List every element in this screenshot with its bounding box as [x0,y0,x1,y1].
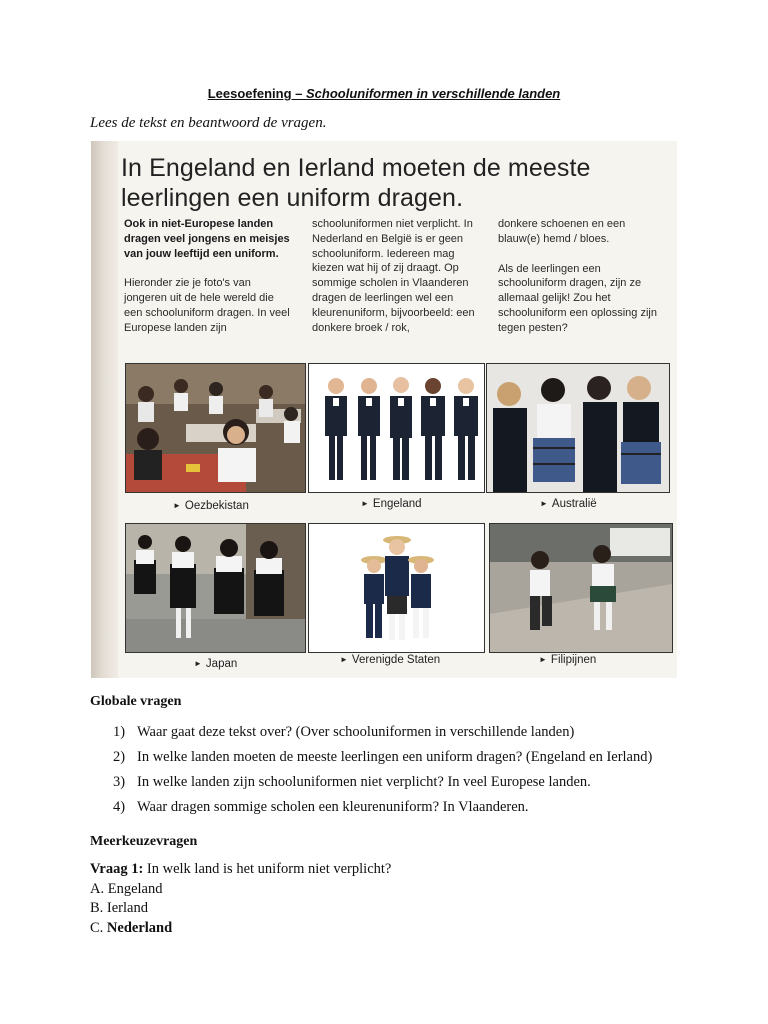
global-questions-heading: Globale vragen [90,694,182,709]
question-text: Waar dragen sommige scholen een kleurenuniform? In Vlaanderen. [137,799,529,815]
question-number: 2) [113,749,126,765]
caption-oezbekistan [173,500,249,512]
caption-filipijnen [539,654,596,666]
instruction-text: Lees de tekst en beantwoord de vragen. [90,115,327,131]
option-text: Ierland [106,900,148,916]
multiple-choice-heading: Meerkeuzevragen [90,834,198,849]
caption-verenigde-staten [340,654,440,666]
multiple-choice-question [90,860,391,938]
global-questions-list [113,722,652,822]
photo-engeland [308,363,485,493]
option-letter: C. [90,919,104,936]
option-a [90,880,391,900]
option-letter: B. [90,900,104,916]
arrow-icon: ► [539,655,547,664]
arrow-icon: ► [361,499,369,508]
arrow-icon: ► [340,655,348,664]
list-item [113,722,652,747]
page-binding-shadow [91,141,118,678]
question-text: Waar gaat deze tekst over? (Over schooluniformen in verschillende landen) [137,724,575,740]
option-c [90,919,391,939]
question-number: 3) [113,774,126,790]
document-title-plain: Leesoefening – [207,86,306,101]
option-text: Engeland [107,880,163,897]
arrow-icon: ► [194,659,202,668]
article-column-1 [124,217,294,351]
photo-verenigde-staten [308,523,485,653]
article-headline [121,153,673,213]
arrow-icon: ► [173,501,181,510]
option-b [90,899,391,919]
article-paragraph-3: donkere schoenen en een blauw(e) hemd / bloes. [498,218,626,245]
list-item [113,772,652,797]
article-intro: Ook in niet-Europese landen dragen veel jongens en meisjes van jouw leeftijd een uniform. [124,218,290,260]
caption-text: Japan [205,658,238,670]
photo-filipijnen [489,523,673,653]
article-paragraph-4: Als de leerlingen een schooluniform dragen, zijn ze allemaal gelijk! Zou het schooluniform een oplossing zijn tegen pesten? [498,262,657,334]
question-line [90,860,391,880]
question-label: Vraag 1: [90,861,144,877]
article-paragraph-1: Hieronder zie je foto's van jongeren uit de hele wereld die een schooluniform dragen. In veel Europese landen zijn [124,277,290,334]
question-text: In welke landen moeten de meeste leerlingen een uniform dragen? (Engeland en Ierland) [137,749,653,765]
caption-text: Engeland [372,498,422,510]
list-item [113,797,652,822]
caption-text: Oezbekistan [184,500,249,512]
caption-engeland [361,498,422,510]
photo-oezbekistan [125,363,306,493]
photo-japan [125,523,306,653]
question-text: In welke landen zijn schooluniformen niet verplicht? In veel Europese landen. [137,774,591,790]
article-column-2 [312,217,487,350]
article-paragraph-2: schooluniformen niet verplicht. In Nederland en België is er geen schooluniform. Iedereen mag kiezen wat hij of zij draagt. Op sommige scholen in Vlaanderen dragen de leerlingen wel een kleurenuniform, bijvoorbeeld: een donkere broek / rok, [312,218,475,334]
article-scan [91,141,677,678]
caption-text: Australië [551,498,597,510]
article-column-3 [498,217,670,351]
caption-text: Verenigde Staten [351,654,441,666]
option-letter: A. [90,880,105,897]
option-text-correct: Nederland [106,919,173,936]
question-number: 4) [113,799,126,815]
photo-australie [486,363,670,493]
headline-line-2: leerlingen een uniform dragen. [121,184,464,212]
caption-australie [540,498,597,510]
list-item [113,747,652,772]
arrow-icon: ► [540,499,548,508]
document-title-italic: Schooluniformen in verschillende landen [305,86,561,101]
caption-japan [194,658,237,670]
headline-line-1: In Engeland en Ierland moeten de meeste [121,154,591,182]
document-title [0,86,768,101]
caption-text: Filipijnen [550,654,597,666]
question-number: 1) [113,724,126,740]
question-text: In welk land is het uniform niet verplicht? [143,861,392,877]
